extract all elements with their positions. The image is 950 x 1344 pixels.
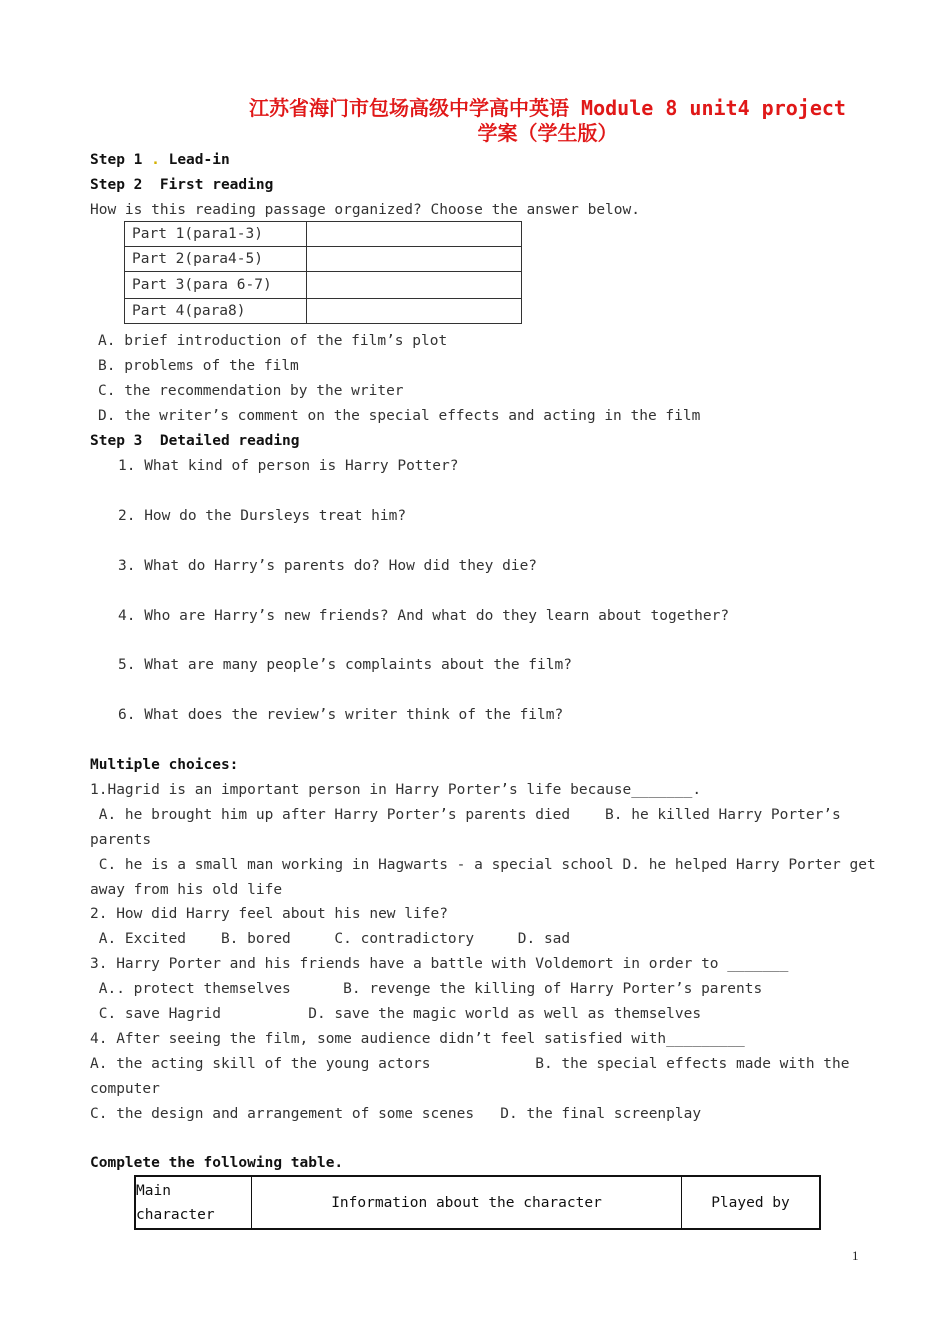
mc-line: away from his old life [90,882,283,898]
step1-heading: Step 1 . Lead-in [90,152,230,168]
part-option: B. problems of the film [98,358,299,374]
part-option: D. the writer’s comment on the special effects and acting in the film [98,408,701,424]
mc-line: 2. How did Harry feel about his new life? [90,906,448,922]
parts-row [125,222,522,247]
mc-line: C. the design and arrangement of some scenes D. the final screenplay [90,1106,702,1122]
character-table-header [135,1176,820,1229]
mc-line: A. he brought him up after Harry Porter’s parents died B. he killed Harry Porter’s [90,807,841,823]
detailed-question: 1. What kind of person is Harry Potter? [118,458,459,474]
header-played-by: Played by [682,1176,821,1229]
step3-heading: Step 3 Detailed reading [90,433,300,449]
part-label: Part 4(para8) [125,299,307,324]
step2-heading: Step 2 First reading [90,177,274,193]
organize-question: How is this reading passage organized? Choose the answer below. [90,202,640,218]
parts-table [124,221,522,324]
detailed-question: 2. How do the Dursleys treat him? [118,508,407,524]
parts-row [125,299,522,324]
part-label: Part 3(para 6-7) [125,272,307,299]
complete-table-heading: Complete the following table. [90,1155,344,1171]
mc-line: 1.Hagrid is an important person in Harry Porter’s life because_______. [90,782,702,798]
mc-line: 3. Harry Porter and his friends have a battle with Voldemort in order to _______ [90,956,789,972]
detailed-question: 5. What are many people’s complaints about the film? [118,657,572,673]
header-information: Information about the character [252,1176,682,1229]
title-line-1: 江苏省海门市包场高级中学高中英语 Module 8 unit4 project [249,96,846,120]
mc-heading: Multiple choices: [90,757,239,773]
mc-line: A.. protect themselves B. revenge the killing of Harry Porter’s parents [90,981,763,997]
part-answer-cell[interactable] [307,299,522,324]
part-answer-cell[interactable] [307,222,522,247]
detailed-question: 6. What does the review’s writer think of the film? [118,707,564,723]
mc-line: A. the acting skill of the young actors B. the special effects made with the [90,1056,850,1072]
detailed-question: 3. What do Harry’s parents do? How did they die? [118,558,538,574]
mc-line: computer [90,1081,160,1097]
mc-line: C. he is a small man working in Hagwarts - a special school D. he helped Harry Porter get [90,857,876,873]
part-label: Part 1(para1-3) [125,222,307,247]
header-main-character: Main character [135,1176,252,1229]
part-option: C. the recommendation by the writer [98,383,404,399]
part-label: Part 2(para4-5) [125,247,307,272]
mc-line: A. Excited B. bored C. contradictory D. sad [90,931,571,947]
mc-line: parents [90,832,152,848]
mc-line: C. save Hagrid D. save the magic world as well as themselves [90,1006,702,1022]
part-option: A. brief introduction of the film’s plot [98,333,448,349]
detailed-question: 4. Who are Harry’s new friends? And what do they learn about together? [118,608,730,624]
mc-line: 4. After seeing the film, some audience didn’t feel satisfied with_________ [90,1031,745,1047]
page-number: 1 [852,1248,859,1263]
part-answer-cell[interactable] [307,272,522,299]
document-title [0,96,950,146]
part-answer-cell[interactable] [307,247,522,272]
parts-row [125,247,522,272]
character-table [134,1175,821,1230]
title-line-2: 学案（学生版） [477,121,618,145]
parts-row [125,272,522,299]
